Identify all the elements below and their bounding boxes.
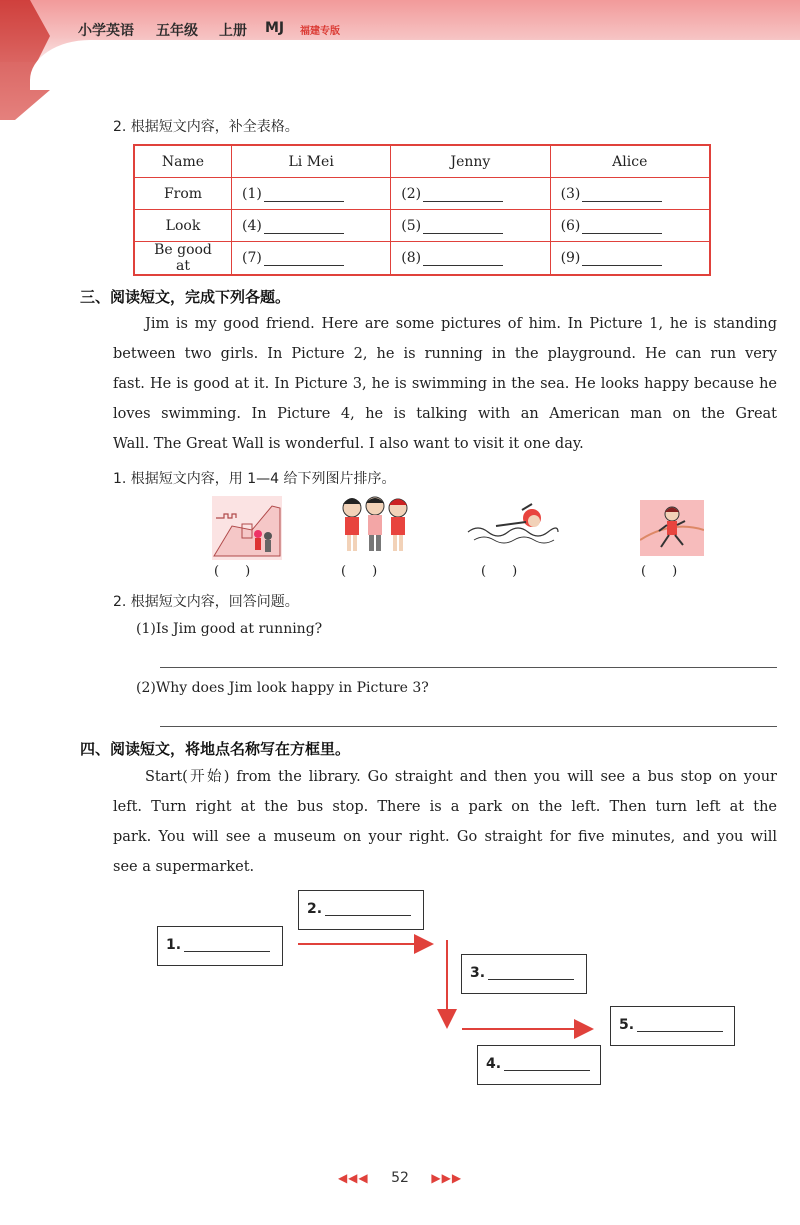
row-label: From [134,178,232,210]
box-number: 2. [307,901,323,917]
prev-arrows-icon: ◀◀◀ [337,1171,369,1185]
header-edition-code: MJ [265,20,285,36]
passage-line: Start(开始) from the library. Go straight and then you will see a bus stop on your [145,769,777,785]
passage-line: Wall. The Great Wall is wonderful. I also want to visit it one day. [113,436,584,452]
blank-number: (9) [560,250,581,266]
order-blank[interactable]: ( ) [481,564,518,579]
passage-line: park. You will see a museum on your right. Go straight for five minutes, and you will [113,829,777,845]
passage-line: see a supermarket. [113,859,255,875]
passage-line: fast. He is good at it. In Picture 3, he is swimming in the sea. He looks happy because he [113,376,777,392]
passage-line: left. Turn right at the bus stop. There is a park on the left. Then turn left at the [113,799,777,815]
question-2-title: 2. 根据短文内容，补全表格。 [113,119,299,135]
blank-number: (7) [242,250,262,266]
blank-number: (8) [401,250,422,266]
table-header-cell: Li Mei [232,145,391,178]
page-footer [0,1170,800,1186]
box-number: 5. [619,1017,635,1033]
blank-number: (6) [560,217,581,234]
section-4-title: 四、阅读短文，将地点名称写在方框里。 [80,740,351,758]
sub-question-1: (1)Is Jim good at running? [136,621,323,637]
passage-line: Jim is my good friend. Here are some pictures of him. In Picture 1, he is standing [145,316,777,332]
section-3-title: 三、阅读短文，完成下列各题。 [80,288,291,306]
table-header-cell: Name [134,145,232,178]
header-grade: 五年级 [156,23,198,39]
sub-question-2: (2)Why does Jim look happy in Picture 3? [136,680,429,696]
box-number: 1. [166,937,182,953]
blank-number: (2) [401,185,422,202]
blank-number: (3) [560,185,581,202]
passage-line: between two girls. In Picture 2, he is running in the playground. He can run very [113,346,777,362]
row-label: Be good at [134,242,232,276]
box-number: 3. [470,965,486,981]
blank-number: (1) [242,185,262,202]
passage-line: loves swimming. In Picture 4, he is talking with an American man on the Great [113,406,777,422]
header-region: 福建专版 [300,26,340,37]
page-number: 52 [391,1170,409,1186]
blank-number: (4) [242,217,262,234]
row-label: Look [134,210,232,242]
box-number: 4. [486,1056,502,1072]
table-header-cell: Jenny [391,145,550,178]
order-blank[interactable]: ( ) [214,564,251,579]
table-header-cell: Alice [550,145,710,178]
section-3-question-2: 2. 根据短文内容，回答问题。 [113,594,299,610]
header-subject: 小学英语 [78,23,134,39]
blank-number: (5) [401,217,422,234]
next-arrows-icon: ▶▶▶ [431,1171,463,1185]
order-blank[interactable]: ( ) [641,564,678,579]
section-3-question-1: 1. 根据短文内容，用 1—4 给下列图片排序。 [113,471,396,487]
header-volume: 上册 [219,23,247,39]
order-blank[interactable]: ( ) [341,564,378,579]
